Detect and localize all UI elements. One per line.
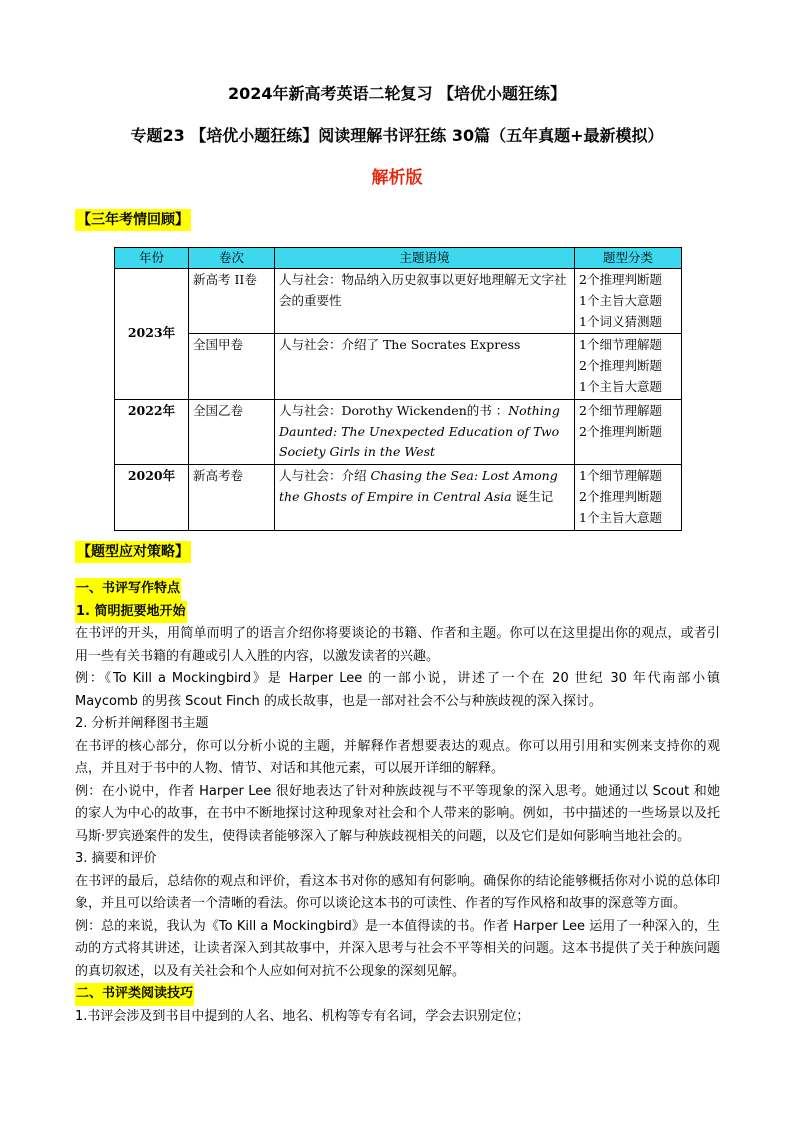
header-theme: 主题语境: [275, 248, 575, 269]
theme-cell: 人与社会：介绍了 The Socrates Express: [275, 334, 575, 399]
strategy-section-label: 【题型应对策略】: [75, 541, 191, 563]
header-question-types: 题型分类: [575, 248, 682, 269]
book-title: Nothing Daunted: The Unexpected Education of Two Society Girls in the West: [279, 402, 560, 460]
types-cell: 1个细节理解题 2个推理判断题 1个主旨大意题: [575, 334, 682, 399]
version-label: 解析版: [371, 168, 423, 188]
review-section-label: 【三年考情回顾】: [75, 209, 191, 231]
example-paragraph: 例：在小说中，作者 Harper Lee 很好地表达了针对种族歧视与不平等现象的深入思考。她通过以 Scout 和她的家人为中心的故事，在书中不断地探讨这种现象对社会和个人带来的影响。例如，书中描述的一些场景以及托马斯·罗宾逊案件的发生，使得读者能够深入了解与种族歧视相关的问题，以及它们是如何影响当地社会的。: [75, 783, 720, 844]
example-paragraph: 例：总的来说，我认为《To Kill a Mockingbird》是一本值得读的书。作者 Harper Lee 运用了一种深入的，生动的方式将其讲述，让读者深入到其故事中，并深入思考与社会不平等相关的问题。这本书提供了关于种族问题的真切叙述，以及有关社会和个人应如何对抗不公现象的深刻见解。: [75, 918, 720, 979]
subheading-concise-start: 1. 简明扼要地开始: [75, 601, 187, 624]
paper-cell: 新高考 II卷: [189, 269, 275, 334]
paper-cell: 全国乙卷: [189, 399, 275, 464]
year-cell: 2020年: [115, 465, 189, 530]
header-paper: 卷次: [189, 248, 275, 269]
types-cell: 1个细节理解题 2个推理判断题 1个主旨大意题: [575, 465, 682, 530]
year-cell: 2022年: [115, 399, 189, 464]
exam-review-table: [114, 247, 682, 531]
table-row: [115, 465, 682, 530]
section-heading-writing-features: 一、书评写作特点: [75, 578, 181, 601]
document-title: 2024年新高考英语二轮复习 【培优小题狂练】: [227, 84, 567, 103]
subheading-analyze-theme: 2. 分析并阐释图书主题: [75, 716, 209, 731]
types-cell: 2个推理判断题 1个主旨大意题 1个词义猜测题: [575, 269, 682, 334]
paragraph: 在书评的开头，用简单而明了的语言介绍你将要谈论的书籍、作者和主题。你可以在这里提出你的观点，或者引用一些有关书籍的有趣或引人入胜的内容，以激发读者的兴趣。: [75, 626, 720, 664]
theme-cell: [275, 399, 575, 464]
year-cell: 2023年: [115, 269, 189, 400]
paper-cell: 全国甲卷: [189, 334, 275, 399]
paper-cell: 新高考卷: [189, 465, 275, 530]
paragraph: 在书评的核心部分，你可以分析小说的主题，并解释作者想要表达的观点。你可以用引用和实例来支持你的观点，并且对于书中的人物、情节、对话和其他元素，可以展开详细的解释。: [75, 738, 720, 776]
theme-prefix: 人与社会：Dorothy Wickenden的书 ：: [279, 402, 509, 418]
theme-suffix: 诞生记: [511, 488, 554, 504]
table-header-row: [115, 248, 682, 269]
section-heading-reading-skills: 二、书评类阅读技巧: [75, 983, 194, 1006]
example-paragraph: 例：《To Kill a Mockingbird》是 Harper Lee 的一部小说，讲述了一个在 20 世纪 30 年代南部小镇 Maycomb 的男孩 Scout Finch 的成长故事，也是一部对社会不公与种族歧视的深入探讨。: [75, 671, 720, 709]
types-cell: 2个细节理解题 2个推理判断题: [575, 399, 682, 464]
book-title: Chasing the Sea: Lost Among the Ghosts of Empire in Central Asia: [279, 468, 558, 504]
paragraph: 在书评的最后，总结你的观点和评价，看这本书对你的感知有何影响。确保你的结论能够概括你对小说的总体印象，并且可以给读者一个清晰的看法。你可以谈论这本书的可读性、作者的写作风格和故事的深意等方面。: [75, 873, 720, 911]
table-row: [115, 334, 682, 399]
theme-cell: [275, 465, 575, 530]
table-row: [115, 399, 682, 464]
subheading-summary-evaluation: 3. 摘要和评价: [75, 851, 157, 866]
strategy-body: [75, 578, 720, 1028]
document-subtitle: 专题23 【培优小题狂练】阅读理解书评狂练 30篇（五年真题+最新模拟）: [130, 126, 664, 145]
header-year: 年份: [115, 248, 189, 269]
theme-cell: 人与社会：物品纳入历史叙事以更好地理解无文字社会的重要性: [275, 269, 575, 334]
paragraph: 1.书评会涉及到书目中提到的人名、地名、机构等专有名词，学会去识别定位；: [75, 1008, 530, 1024]
theme-prefix: 人与社会：介绍: [279, 468, 371, 484]
table-row: [115, 269, 682, 334]
